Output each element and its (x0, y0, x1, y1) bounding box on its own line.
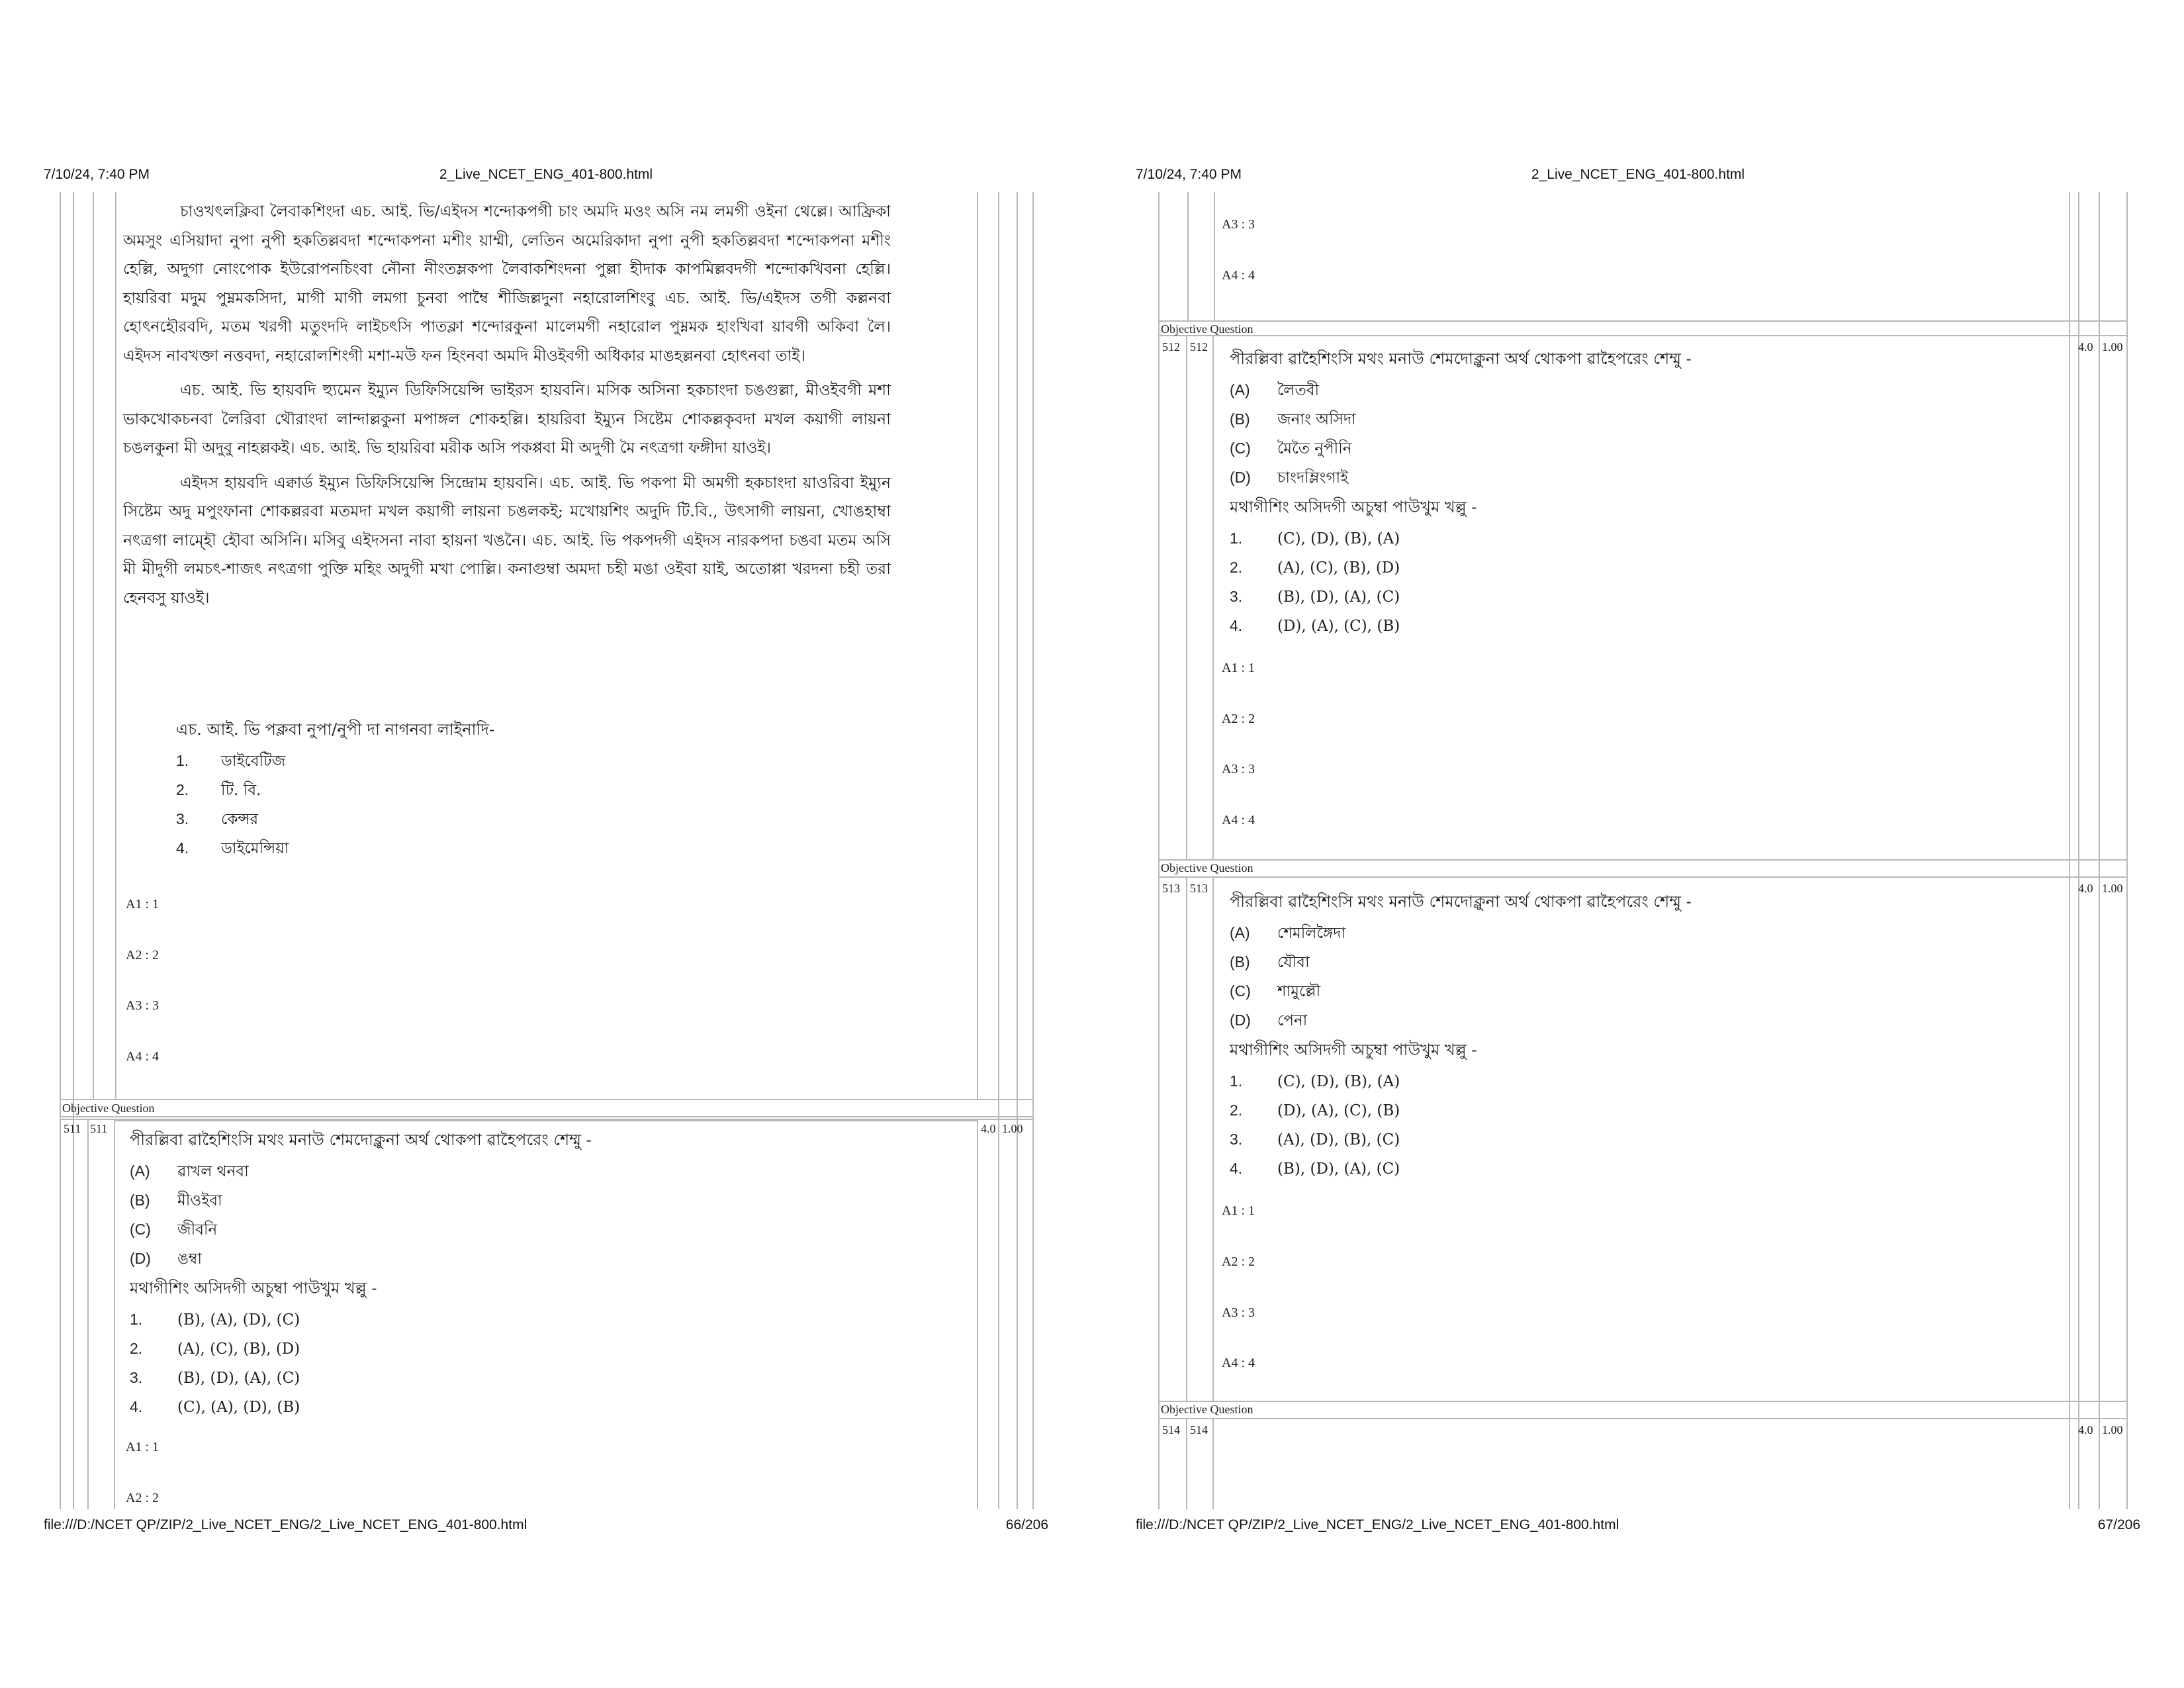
table-border (1186, 878, 1187, 1401)
choose-instruction: মথাগীশিং অসিদগী অচুম্বা পাউখুম খল্লু - (130, 1279, 377, 1297)
answer-label: A2 : 2 (126, 1491, 159, 1505)
table-border (1212, 336, 1214, 859)
marks-value: 1.00 (2102, 882, 2123, 895)
marks-value: 1.00 (2102, 340, 2123, 353)
choice-2: 2. (A), (C), (B), (D) (1230, 559, 1400, 577)
option-d: (D) পেনা (1230, 1011, 1308, 1029)
table-border (87, 1119, 89, 1509)
list-item: 2. টি. বি. (176, 781, 261, 799)
list-item: 4. ডাইমেন্সিয়া (176, 839, 289, 857)
table-border (977, 192, 978, 1099)
choice-4: 4. (B), (D), (A), (C) (1230, 1160, 1400, 1178)
option-a: (A) শেমলিঙ্গৈদা (1230, 924, 1346, 942)
question-number: 514 (1190, 1423, 1208, 1436)
option-b: (B) জনাং অসিদা (1230, 410, 1356, 428)
table-border (60, 1099, 1032, 1100)
table-border (60, 1116, 1032, 1117)
table-border (2099, 192, 2100, 1509)
header-date-time: 7/10/24, 7:40 PM (1136, 167, 1242, 182)
option-list (176, 747, 904, 863)
table-border (1186, 336, 1187, 859)
table-border (115, 1120, 977, 1121)
question-number: 511 (90, 1122, 108, 1135)
question-block (176, 715, 904, 863)
answer-label: A4 : 4 (1222, 813, 1255, 827)
list-item: 1. ডাইবেটিজ (176, 752, 286, 770)
question-number: 512 (1162, 340, 1180, 353)
option-d: (D) ঙম্বা (130, 1250, 203, 1268)
option-b: (B) যৌবা (1230, 953, 1310, 971)
answer-label: A4 : 4 (126, 1049, 159, 1064)
table-border (1187, 192, 1189, 322)
answer-label: A2 : 2 (126, 948, 159, 962)
question-512 (1230, 344, 2057, 641)
answer-label: A1 : 1 (1222, 1203, 1255, 1218)
choice-4: 4. (C), (A), (D), (B) (130, 1398, 300, 1416)
passage (123, 197, 891, 618)
table-border (1212, 878, 1214, 1401)
answer-label: A4 : 4 (1222, 1356, 1255, 1370)
option-a: (A) লৈতবী (1230, 381, 1320, 399)
option-d: (D) চাংদম্লিংগাই (1230, 469, 1349, 487)
marks-value: 1.00 (1002, 1122, 1023, 1135)
marks-value: 1.00 (2102, 1423, 2123, 1436)
table-border (1214, 192, 1215, 322)
answer-label: A1 : 1 (126, 897, 159, 912)
choice-2: 2. (A), (C), (B), (D) (130, 1340, 300, 1358)
answer-label: A2 : 2 (1222, 1254, 1255, 1269)
header-file-title: 2_Live_NCET_ENG_401-800.html (439, 167, 653, 182)
question-number: 511 (64, 1122, 81, 1135)
choice-1: 1. (C), (D), (B), (A) (1230, 1072, 1400, 1090)
option-c: (C) শামুল্লৌ (1230, 982, 1321, 1000)
question-511 (130, 1125, 964, 1422)
table-border (998, 192, 999, 1509)
question-stem: এচ. আই. ভি পক্লবা নুপা/নুপী দা নাগনবা লাইনাদি- (176, 720, 495, 739)
footer-file-path: file:///D:/NCET QP/ZIP/2_Live_NCET_ENG/2_Live_NCET_ENG_401-800.html (1136, 1517, 1619, 1532)
table-border (2078, 192, 2079, 1509)
answer-label: A3 : 3 (126, 998, 159, 1013)
marks-value: 4.0 (2078, 882, 2093, 895)
question-number: 514 (1162, 1423, 1180, 1436)
choice-3: 3. (B), (D), (A), (C) (130, 1369, 300, 1387)
table-border (60, 192, 61, 1509)
question-number: 513 (1162, 882, 1180, 895)
passage-paragraph: চাওখৎলক্লিবা লৈবাকশিংদা এচ. আই. ভি/এইদস শন্দোকপগী চাং অমদি মওং অসি নম লমগী ওইনা থেল্লে। আফ্রিকা অমসুং এসিয়াদা নুপা নুপী হকতিল্লবদা শন্দোকপনা মশীং য়াম্মী, লেতিন অমেরিকাদা নুপা নুপী হকতিল্লবদা শন্দোকপনা মশীং হেল্লি, অদুগা নোংপোক ইউরোপনচিংবা নৌনা নীংতম্লকপা লৈবাকশিংদনা পুল্লা হীদাক কাপমিল্লবদগী শন্দোকখিবনা হেল্লি। হায়রিবা মদুম পুম্নমকসিদা, মাগী মাগী লমগা চুনবা পাম্বৈ শীজিল্লদুনা নহারোলশিংবু এচ. আই. ভি/এইদস তগী কল্লনবা হোৎনহৌরবদি, মতম খরগী মতুংদদি লাইচৎসি পাতক্লা শন্দোরকুনা মালেমগী নহারোল পুম্নমক হাংখিবা য়াবগী অকিবা লৈ। এইদস নাবখক্তা নত্তবদা, নহারোলশিংগী মশা-মউ ফন হিংনবা অমদি মীওইবগী অধিকার মাঙহল্লনবা হোৎনবা তাই। (123, 202, 891, 365)
answer-label: A1 : 1 (1222, 661, 1255, 675)
marks-value: 4.0 (2078, 340, 2093, 353)
question-number: 512 (1190, 340, 1208, 353)
footer-file-path: file:///D:/NCET QP/ZIP/2_Live_NCET_ENG/2_Live_NCET_ENG_401-800.html (44, 1517, 527, 1532)
passage-paragraph: এচ. আই. ভি হায়বদি হ্যুমেন ইম্যুন ডিফিসিয়েন্সি ভাইরস হায়বনি। মসিক অসিনা হকচাংদা চঙগুল্লা, মীওইবগী মশা ভাকখোকচনবা লৈরিবা থৌরাংদা লান্দাল্লকুনা মপাঙ্গল শোকহল্লি। হায়রিবা ইম্যুন সিষ্টেম শোকল্লকৃবদা মখল কয়াগী লায়না চঙলকুনা মী অদুবু নাহল্লকই। এচ. আই. ভি হায়রিবা মরীক অসি পকপ্পবা মী অদুগী মৈ নৎত্রগা ফঙ্গীদা য়াওই। (123, 381, 891, 457)
marks-value: 4.0 (981, 1122, 996, 1135)
section-label: Objective Question (1161, 322, 1253, 336)
header-date-time: 7/10/24, 7:40 PM (44, 167, 150, 182)
marks-value: 4.0 (2078, 1423, 2093, 1436)
table-border (2069, 192, 2070, 1509)
table-border (1158, 192, 1160, 1509)
table-border (114, 1120, 115, 1509)
option-a: (A) ৱাখল থনবা (130, 1162, 249, 1180)
section-label: Objective Question (62, 1102, 155, 1115)
answer-label: A1 : 1 (126, 1440, 159, 1454)
footer-page-number: 67/206 (2097, 1517, 2140, 1532)
question-stem: পীরল্লিবা ৱাহৈশিংসি মথং মনাউ শেমদোক্লুনা অর্থ থোকপা ৱাহৈপরেং শেম্মু - (130, 1131, 592, 1149)
table-border (1017, 192, 1018, 1509)
table-border (1158, 859, 2126, 861)
table-border (1186, 1419, 1187, 1509)
list-item: 3. কেন্সর (176, 810, 259, 828)
answer-label: A2 : 2 (1222, 712, 1255, 726)
passage-paragraph: এইদস হায়বদি এক্বার্ড ইম্যুন ডিফিসিয়েন্সি সিন্দ্রোম হায়বনি। এচ. আই. ভি পকপা মী অমগী হকচাংদা য়াওরিবা ইম্যুন সিষ্টেম অদু মপুংফানা শোকল্লরবা মতমদা মখল কয়াগী লায়না চঙলকই; মখোয়শিং অদুদি টি.বি., উৎসাগী লায়না, খোঙহাম্বা নৎত্রগা লাম্হৌ হৌবা অসিনি। মসিবু এইদসনা নাবা হায়না খঙনৈ। এচ. আই. ভি পকপদগী এইদস নারকপদা চঙবা মতম অসি মী মীদুগী লমচৎ-শাজৎ নৎত্রগা পুক্তি মহিং অদুগী মখা পোল্লি। কনাগুম্বা অমদা চহী মঙা ওইবা য়াই, অতোপ্পা খরদনা চহী তরা হেনবসু য়াওই। (123, 473, 891, 607)
choice-4: 4. (D), (A), (C), (B) (1230, 617, 1400, 635)
option-b: (B) মীওইবা (130, 1192, 222, 1209)
answer-label: A3 : 3 (1222, 1305, 1255, 1320)
choose-instruction: মথাগীশিং অসিদগী অচুম্বা পাউখুম খল্লু - (1230, 498, 1477, 516)
question-stem: পীরল্লিবা ৱাহৈশিংসি মথং মনাউ শেমদোক্লুনা অর্থ থোকপা ৱাহৈপরেং শেম্মু - (1230, 892, 1692, 911)
question-number: 513 (1190, 882, 1208, 895)
answer-label: A3 : 3 (1222, 762, 1255, 776)
option-c: (C) মৈতৈ নুপীনি (1230, 440, 1352, 457)
right-page (1092, 0, 2184, 1688)
table-border (1032, 192, 1034, 1509)
choice-1: 1. (C), (D), (B), (A) (1230, 530, 1400, 547)
choice-3: 3. (B), (D), (A), (C) (1230, 588, 1400, 606)
section-label: Objective Question (1161, 1403, 1253, 1416)
answer-label: A4 : 4 (1222, 268, 1255, 283)
answer-label: A3 : 3 (1222, 217, 1255, 232)
question-513 (1230, 887, 2057, 1184)
table-border (1212, 1419, 1214, 1509)
footer-page-number: 66/206 (1005, 1517, 1048, 1532)
table-border (1158, 1401, 2126, 1402)
table-border (1158, 320, 2126, 322)
section-label: Objective Question (1161, 861, 1253, 874)
table-border (1158, 1418, 2126, 1419)
choice-1: 1. (B), (A), (D), (C) (130, 1311, 300, 1329)
table-border (115, 192, 116, 1099)
table-border (93, 192, 94, 1099)
table-border (1158, 876, 2126, 878)
choice-3: 3. (A), (D), (B), (C) (1230, 1131, 1400, 1149)
table-border (73, 192, 74, 1509)
choose-instruction: মথাগীশিং অসিদগী অচুম্বা পাউখুম খল্লু - (1230, 1041, 1477, 1059)
choice-2: 2. (D), (A), (C), (B) (1230, 1102, 1400, 1119)
header-file-title: 2_Live_NCET_ENG_401-800.html (1531, 167, 1745, 182)
table-border (977, 1120, 978, 1509)
option-c: (C) জীবনি (130, 1221, 218, 1239)
table-border (1158, 335, 2126, 336)
question-stem: পীরল্লিবা ৱাহৈশিংসি মথং মনাউ শেমদোক্লুনা অর্থ থোকপা ৱাহৈপরেং শেম্মু - (1230, 350, 1692, 368)
table-border (2126, 192, 2128, 1509)
